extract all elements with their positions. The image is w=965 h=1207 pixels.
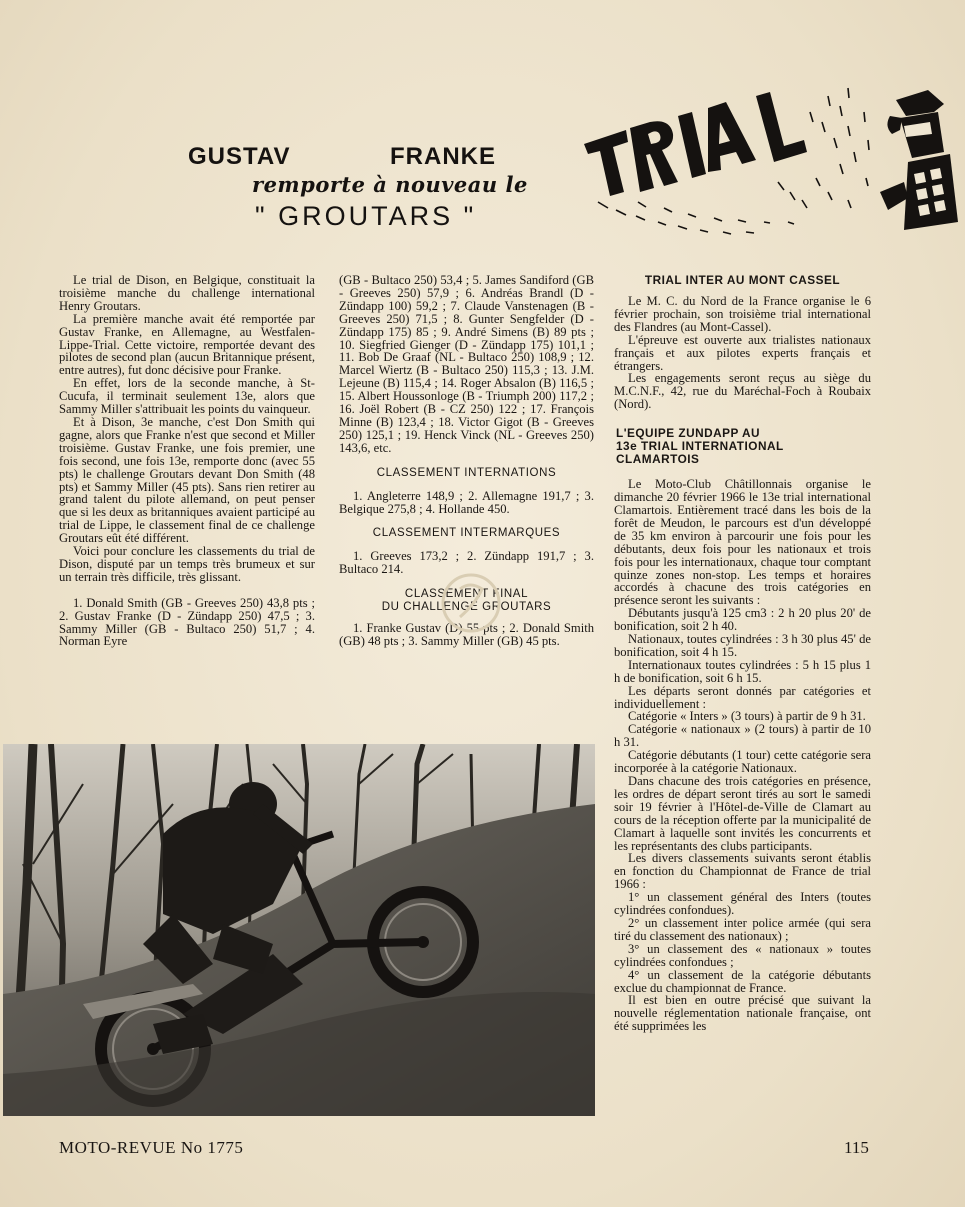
watermark-logo [436,563,506,643]
zundapp-paragraph: Catégorie « Inters » (3 tours) à partir de 9 h 31. [628,709,866,724]
magazine-issue-footer: MOTO-REVUE No 1775 [59,1138,244,1157]
headline-last-name: FRANKE [390,143,496,170]
trial-rider-photo [3,744,595,1116]
zundapp-paragraph: Débutants jusqu'à 125 cm3 : 2 h 20 plus 20' de bonification, soit 2 h 40. [614,606,871,634]
zundapp-paragraph: 3° un classement des « nationaux » toutes cylindrées confondues ; [614,941,871,969]
zundapp-heading-line-2: 13e TRIAL INTERNATIONAL [616,439,784,454]
trial-logo [578,82,963,242]
mont-cassel-paragraph: Les engagements seront reçus au siège du M.C.N.F., 42, rue du Maréchal-Foch à Roubaix (Nord). [614,371,871,412]
classement-final-heading-line-2: DU CHALLENGE GROUTARS [381,601,552,614]
zundapp-heading [616,427,871,466]
zundapp-heading-line-1: L'EQUIPE ZUNDAPP AU [616,426,761,441]
trial-logo-letters [584,92,807,196]
dison-results-start: 1. Donald Smith (GB - Greeves 250) 43,8 pts ; 2. Gustav Franke (D - Zündapp 250) 47,5 ; 3. Sammy Miller (GB - Bultaco 250) 51,7 ; 4. Norman Eyre [59,595,315,649]
headline-first-name: GUSTAV [188,143,291,170]
zundapp-paragraph: 4° un classement de la catégorie débutants exclue du championnat de France. [614,967,871,995]
classement-internations-text: 1. Angleterre 148,9 ; 2. Allemagne 191,7 ; 3. Belgique 275,8 ; 4. Hollande 450. [339,488,594,516]
headline-line-2: remporte à nouveau le [252,172,528,197]
body-paragraph: Voici pour conclure les classements du trial de Dison, disputé par un temps très brumeux et sur un terrain très difficile, très glissant. [59,544,315,584]
zundapp-paragraph: Il est bien en outre précisé que suivant la nouvelle réglementation nationale française, ont été supprimées les [614,993,871,1034]
zundapp-paragraph: 2° un classement inter police armée (qui sera tiré du classement des nationaux) ; [614,915,871,943]
classement-intermarques-heading: CLASSEMENT INTERMARQUES [372,527,561,540]
zundapp-paragraph: Catégorie débutants (1 tour) cette catégorie sera incorporée à la catégorie Nationaux. [614,748,871,776]
classement-final-text: 1. Franke Gustav (D) 55 pts ; 2. Donald Smith (GB) 48 pts ; 3. Sammy Miller (GB) 45 pts. [339,621,594,649]
mont-cassel-paragraph: L'épreuve est ouverte aux trialistes nationaux français et aux pilotes experts français et étrangers. [614,332,871,373]
zundapp-paragraph: Nationaux, toutes cylindrées : 3 h 30 plus 45' de bonification, soit 4 h 15. [614,632,871,659]
zundapp-paragraph: 1° un classement général des Inters (toutes cylindrées confondues). [614,890,871,918]
dison-results-continued: (GB - Bultaco 250) 53,4 ; 5. James Sandiford (GB - Greeves 250) 57,9 ; 6. Andréas Brandl (D - Zündapp 100) 59,2 ; 7. Claude Vanstenagen (B - Greeves 250) 71,5 ; 8. Gunter Sengfelder (D - Zündapp 175) 85 ; 9. André Simens (B) 89 pts ; 10. Siegfried Gienger (D - Zündapp 175) 101,1 ; 11. Bob De Graaf (NL - Bultaco 250) 108,9 ; 12. Marcel Wiertz (B - Bultaco 250) 115,3 ; 13. J.M. Lejeune (B) 115,4 ; 14. Roger Absalon (B) 116,5 ; 15. Albert Houssonloge (B - Triumph 200) 117,2 ; 16. Joël Robert (B - CZ 250) 122 ; 17. François Minne (B) 123,4 ; 18. Victor Gigot (B - Greeves 250) 125,1 ; 19. Henck Vinck (NL - Greeves 250) 143,6, etc. [339,273,594,455]
zundapp-paragraph: Dans chacune des trois catégories en présence, les ordres de départ seront tirés au sort le samedi soir 19 février à l'Hôtel-de-Ville de Clamart au cours de la réception offerte par la municipalité de Clamart à laquelle sont invités les concurrents et les représentants des clubs participants. [614,774,871,853]
body-paragraph: En effet, lors de la seconde manche, à St-Cucufa, il terminait seulement 13e, alors que Sammy Miller s'attribuait les points du vainqueur. [59,376,315,417]
classement-intermarques-text: 1. Greeves 173,2 ; 2. Zündapp 191,7 ; 3. Bultaco 214. [339,549,594,577]
headline-line-3: " GROUTARS " [255,201,477,231]
body-paragraph: Et à Dison, 3e manche, c'est Don Smith qui gagne, alors que Franke n'est que second et Miller troisième. Gustav Franke, une fois premier, une fois second, une fois 13e, remporte donc (avec 55 pts) le challenge Groutars devant Don Smith (48 pts) et Sammy Miller (45 pts). Sans rien retirer au grand talent du pilote allemand, on peut penser que si les deux as britanniques avaient participé au trial de Lippe, le classement final de ce challenge Groutars eût été différent. [59,414,315,546]
zundapp-heading-line-3: CLAMARTOIS [616,452,700,467]
page-number: 115 [844,1138,869,1157]
zundapp-paragraph: Le Moto-Club Châtillonnais organise le dimanche 20 février 1966 le 13e trial international Clamartois. Entièrement tracé dans les bois de la forêt de Meudon, le parcours est d'un développé de 35 km environ à parcourir une fois pour les débutants, deux fois pour les nationaux et trois fois pour les internationaux, chaque tour comptant quinze zones non-stop. Les temps et horaires accordés à chacune des trois catégories en présence seront les suivants : [614,477,871,608]
intro-paragraph: Le trial de Dison, en Belgique, constituait la troisième manche du challenge international Henry Groutars. [59,273,315,313]
zundapp-paragraph: Catégorie « nationaux » (2 tours) à partir de 10 h 31. [614,722,871,750]
article-column-1 [59,274,315,648]
zundapp-paragraph: Internationaux toutes cylindrées : 5 h 15 plus 1 h de bonification, soit 6 h 15. [614,657,871,685]
trial-rider-head-icon [880,90,958,230]
classement-internations-heading: CLASSEMENT INTERNATIONS [376,466,557,479]
classement-final-heading-line-1: CLASSEMENT FINAL [404,588,529,601]
mont-cassel-heading: TRIAL INTER AU MONT CASSEL [644,273,841,287]
zundapp-paragraph: Les départs seront donnés par catégories et individuellement : [614,683,871,711]
zundapp-paragraph: Les divers classements suivants seront établis en fonction du Championnat de France de trial 1966 : [614,851,871,892]
mont-cassel-paragraph: Le M. C. du Nord de la France organise le 6 février prochain, son troisième trial international des Flandres (au Mont-Cassel). [614,294,871,334]
article-column-3 [614,274,871,1033]
body-paragraph: La première manche avait été remportée par Gustav Franke, en Allemagne, au Westfalen-Lippe-Trial. Cette victoire, remportée devant des pilotes de second plan (aucun Britannique présent, entre autres), fut donc décisive pour Franke. [59,311,315,378]
headline-line-1 [188,143,496,171]
